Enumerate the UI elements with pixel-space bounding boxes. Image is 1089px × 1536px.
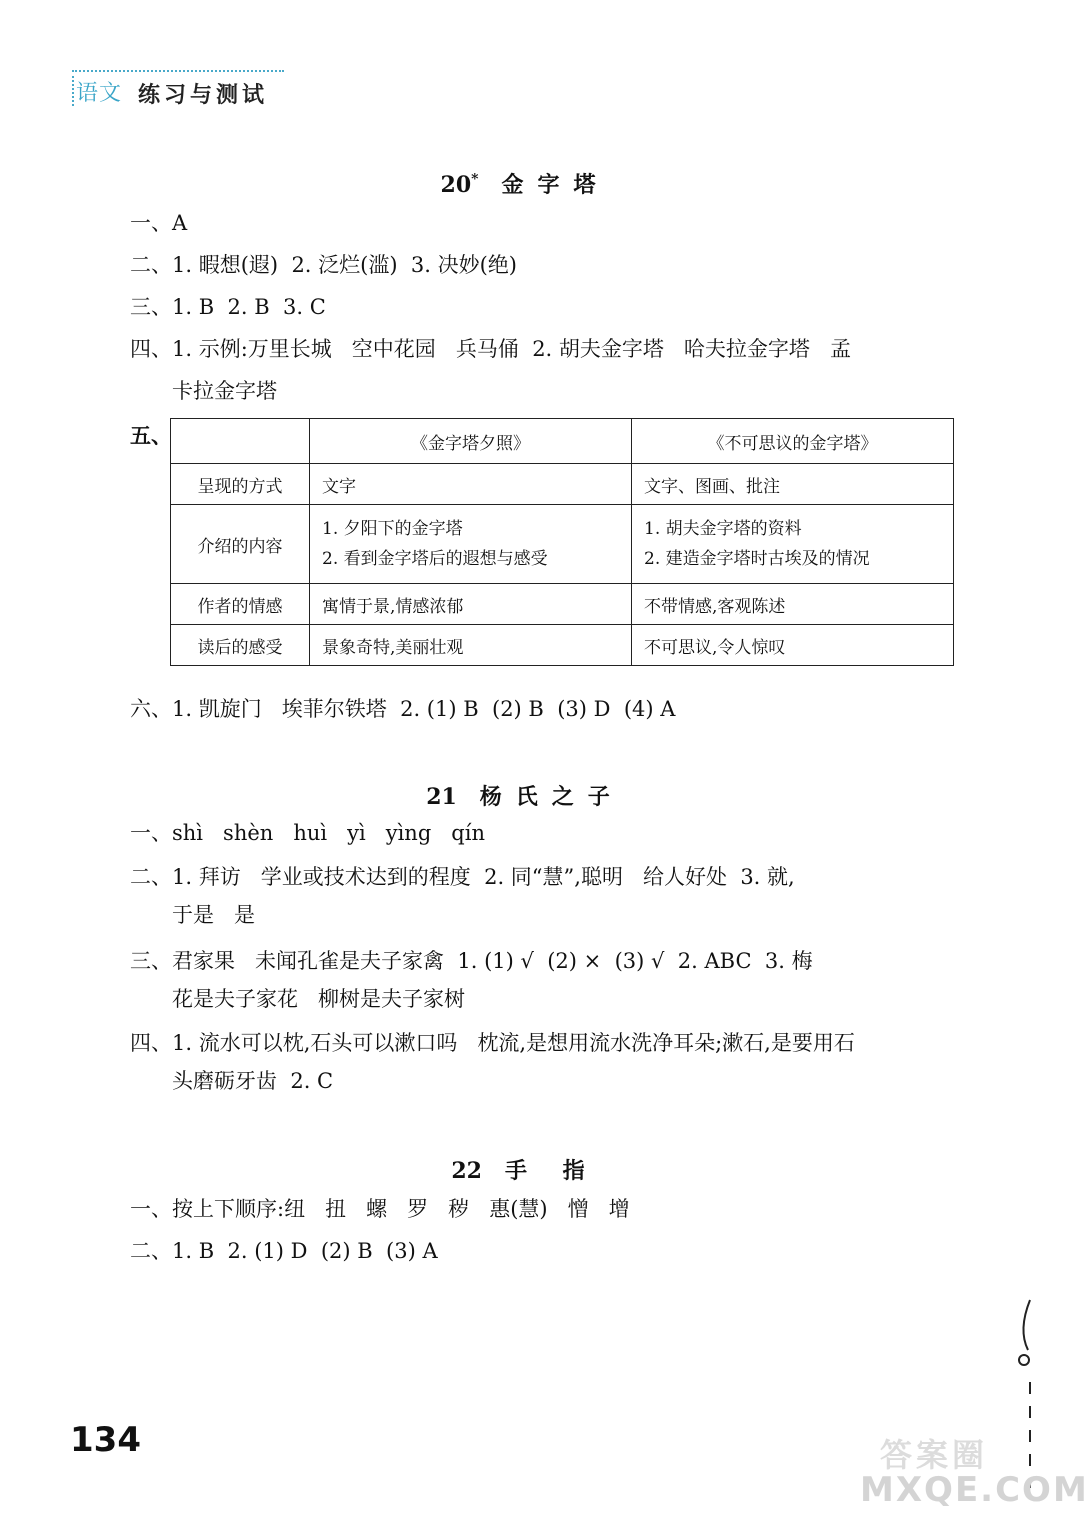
- answer-line-continued: 头磨砺牙齿 2. C: [172, 1069, 334, 1093]
- table-cell-line: 1. 夕阳下的金字塔: [322, 519, 463, 539]
- lesson-title-text: 手 指: [504, 1158, 599, 1184]
- table-cell: [310, 505, 632, 584]
- table-row: [171, 464, 954, 505]
- header-dotted-bar: [72, 76, 74, 106]
- optional-mark: *: [471, 171, 479, 188]
- lesson-number: 22: [451, 1158, 482, 1184]
- table-cell-line: 1. 胡夫金字塔的资料: [644, 519, 802, 539]
- table-cell: 不带情感,客观陈述: [632, 584, 954, 625]
- answer-line: 六、1. 凯旋门 埃菲尔铁塔 2. (1) B (2) B (3) D (4) A: [130, 697, 676, 721]
- table-cell: [632, 505, 954, 584]
- table-cell: 不可思议,令人惊叹: [632, 625, 954, 666]
- lesson-number: 21: [426, 784, 457, 810]
- lesson-title-text: 杨氏之子: [479, 784, 624, 810]
- table-cell-line: 2. 看到金字塔后的遐想与感受: [322, 549, 548, 569]
- table-column-header: 《不可思议的金字塔》: [632, 419, 954, 464]
- header-series: 练习与测试: [138, 83, 269, 108]
- answer-line-continued: 于是 是: [172, 903, 256, 927]
- question-5-label: 五、: [130, 423, 172, 448]
- table-cell: 景象奇特,美丽壮观: [310, 625, 632, 666]
- table-row-label: 介绍的内容: [171, 505, 310, 584]
- table-header-row: [171, 419, 954, 464]
- answer-line: 二、1. B 2. (1) D (2) B (3) A: [130, 1239, 438, 1263]
- watermark-logo: 答案圈: [880, 1436, 989, 1474]
- lesson-number: 20: [440, 172, 472, 198]
- lesson-21-title: [0, 780, 1050, 811]
- answer-line: 二、1. 暇想(遐) 2. 泛烂(滥) 3. 决妙(绝): [130, 253, 517, 277]
- header-dotted-rule: [72, 70, 284, 72]
- table-cell: 文字: [310, 464, 632, 505]
- table-corner-cell: [171, 419, 310, 464]
- lesson-22-title: [0, 1154, 1050, 1185]
- answer-line: 二、1. 拜访 学业或技术达到的程度 2. 同“慧”,聪明 给人好处 3. 就,: [130, 865, 795, 889]
- answer-line: 一、按上下顺序:纽 扭 螺 罗 秽 惠(慧) 憎 增: [130, 1197, 630, 1221]
- page-header: [72, 70, 284, 112]
- answer-line: 三、1. B 2. B 3. C: [130, 295, 326, 319]
- answer-line: 一、shì shèn huì yì yìng qín: [130, 821, 485, 845]
- answer-line: 一、A: [130, 211, 188, 235]
- answer-line-continued: 卡拉金字塔: [172, 379, 277, 403]
- answer-line: 三、君家果 未闻孔雀是夫子家禽 1. (1) √ (2) × (3) √ 2. ABC 3. 梅: [130, 949, 813, 973]
- header-subject: 语文: [76, 81, 123, 106]
- table-row-label: 呈现的方式: [171, 464, 310, 505]
- answer-line: 四、1. 流水可以枕,石头可以漱口吗 枕流,是想用流水洗净耳朵;漱石,是要用石: [130, 1031, 855, 1055]
- table-row-label: 作者的情感: [171, 584, 310, 625]
- table-cell: 文字、图画、批注: [632, 464, 954, 505]
- table-cell: 寓情于景,情感浓郁: [310, 584, 632, 625]
- table-column-header: 《金字塔夕照》: [310, 419, 632, 464]
- table-row: [171, 625, 954, 666]
- comparison-table: [170, 418, 954, 666]
- table-row: [171, 505, 954, 584]
- lesson-title-text: 金字塔: [501, 172, 610, 198]
- table-row-label: 读后的感受: [171, 625, 310, 666]
- lesson-20-title: [0, 168, 1050, 199]
- table-row: [171, 584, 954, 625]
- answer-line: 四、1. 示例:万里长城 空中花园 兵马俑 2. 胡夫金字塔 哈夫拉金字塔 孟: [130, 337, 851, 361]
- page-number: 134: [70, 1420, 141, 1460]
- table-cell-line: 2. 建造金字塔时古埃及的情况: [644, 549, 870, 569]
- watermark-url: MXQE.COM: [860, 1470, 1089, 1510]
- answer-line-continued: 花是夫子家花 柳树是夫子家树: [172, 987, 466, 1011]
- scissors-cut-line-icon: [1008, 1290, 1048, 1490]
